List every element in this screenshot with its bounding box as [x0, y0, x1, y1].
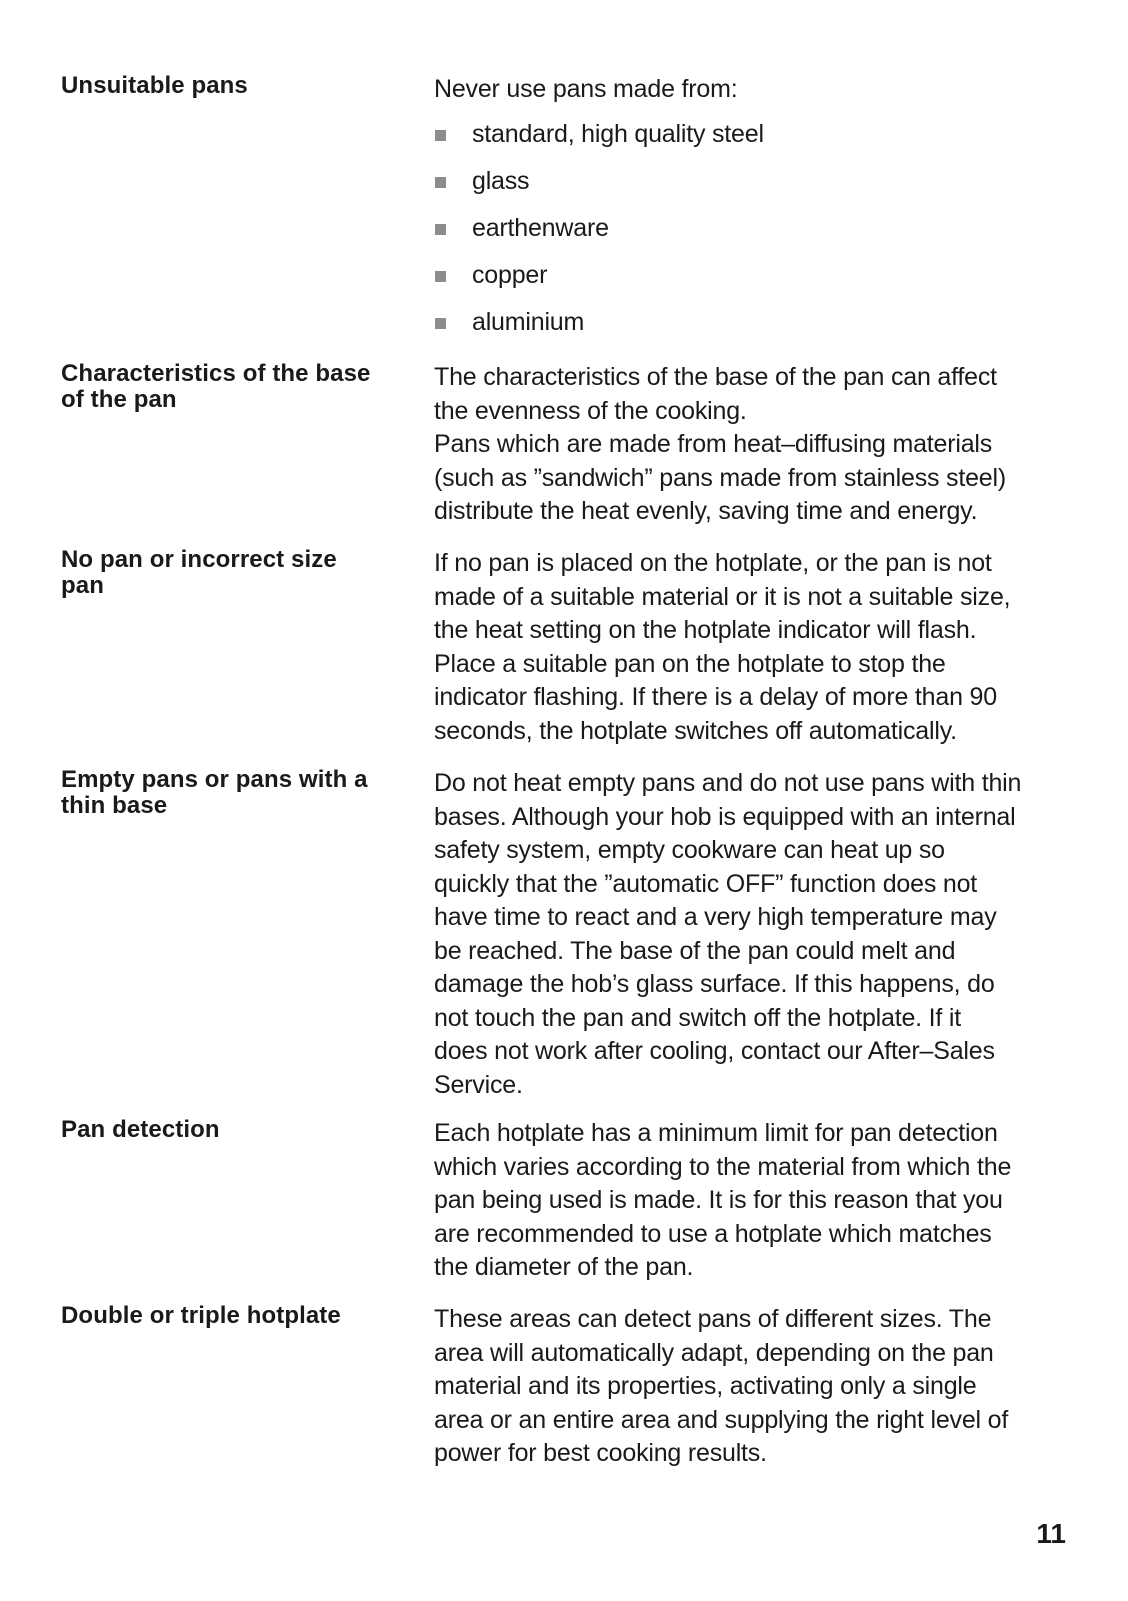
intro-text: Never use pans made from:: [434, 75, 738, 103]
list-item-text: glass: [472, 167, 530, 196]
body-line: Do not heat empty pans and do not use pans with thin: [434, 769, 1022, 797]
square-bullet-icon: [435, 224, 446, 235]
body-line: area will automatically adapt, depending on the pan: [434, 1338, 994, 1367]
heading-line: Empty pans or pans with a: [61, 766, 368, 793]
heading-line: pan: [61, 572, 104, 599]
body-line: seconds, the hotplate switches off automatically.: [434, 716, 957, 745]
square-bullet-icon: [435, 271, 446, 282]
heading-line: Unsuitable pans: [61, 72, 248, 99]
section-body: [434, 767, 1071, 1102]
square-bullet-icon: [435, 318, 446, 329]
section-heading: [61, 767, 434, 1102]
heading-line: thin base: [61, 792, 168, 819]
heading-line: Double or triple hotplate: [61, 1302, 341, 1329]
section-heading: [61, 1117, 434, 1285]
list-item: [434, 306, 1071, 340]
body-line: are recommended to use a hotplate which matches: [434, 1219, 992, 1248]
body-line: These areas can detect pans of different sizes. The: [434, 1305, 992, 1333]
section-unsuitable-pans: [61, 73, 1071, 353]
list-item-text: earthenware: [472, 214, 609, 243]
section-body: [434, 361, 1071, 529]
body-line: If no pan is placed on the hotplate, or the pan is not: [434, 549, 992, 577]
body-line: indicator flashing. If there is a delay of more than 90: [434, 683, 997, 711]
body-line: pan being used is made. It is for this reason that you: [434, 1186, 1003, 1214]
section-heading: [61, 73, 434, 353]
body-line: Each hotplate has a minimum limit for pan detection: [434, 1119, 998, 1147]
section-body: [434, 1117, 1071, 1285]
page-number: 11: [1036, 1518, 1066, 1549]
body-line: power for best cooking results.: [434, 1439, 767, 1467]
bullet-list: [434, 118, 1071, 340]
heading-line: No pan or incorrect size: [61, 546, 337, 573]
body-line: not touch the pan and switch off the hotplate. If it: [434, 1003, 962, 1032]
section-body: [434, 547, 1071, 748]
body-line: damage the hob’s glass surface. If this happens, do: [434, 970, 995, 998]
list-item: [434, 212, 1071, 246]
list-item-text: copper: [472, 261, 548, 290]
body-line: be reached. The base of the pan could melt and: [434, 936, 956, 965]
body-line: the heat setting on the hotplate indicator will flash.: [434, 616, 977, 644]
section-base-characteristics: [61, 361, 1071, 529]
section-double-triple-hotplate: [61, 1303, 1071, 1471]
section-body: [434, 1303, 1071, 1471]
body-line: safety system, empty cookware can heat up so: [434, 836, 945, 864]
body-line: bases. Although your hob is equipped with an internal: [434, 802, 1016, 831]
body-line: area or an entire area and supplying the right level of: [434, 1405, 1009, 1434]
body-line: (such as ”sandwich” pans made from stainless steel): [434, 463, 1006, 492]
body-line: Pans which are made from heat–diffusing materials: [434, 430, 993, 458]
body-line: quickly that the ”automatic OFF” function does not: [434, 869, 978, 898]
section-no-pan: [61, 547, 1071, 748]
list-item: [434, 165, 1071, 199]
square-bullet-icon: [435, 177, 446, 188]
body-line: material and its properties, activating only a single: [434, 1372, 977, 1400]
heading-line: Characteristics of the base: [61, 360, 371, 387]
body-line: Place a suitable pan on the hotplate to stop the: [434, 649, 946, 678]
body-line: the evenness of the cooking.: [434, 396, 747, 425]
body-line: does not work after cooling, contact our After–Sales: [434, 1037, 995, 1065]
body-line: the diameter of the pan.: [434, 1253, 694, 1281]
section-heading: [61, 547, 434, 748]
list-item: [434, 259, 1071, 293]
body-line: made of a suitable material or it is not a suitable size,: [434, 582, 1011, 611]
body-line: The characteristics of the base of the pan can affect: [434, 363, 997, 391]
body-line: have time to react and a very high temperature may: [434, 903, 997, 931]
body-line: which varies according to the material from which the: [434, 1152, 1012, 1181]
list-item: [434, 118, 1071, 152]
section-pan-detection: [61, 1117, 1071, 1285]
section-heading: [61, 361, 434, 529]
square-bullet-icon: [435, 130, 446, 141]
body-line: Service.: [434, 1070, 523, 1099]
section-empty-pans: [61, 767, 1071, 1102]
heading-line: Pan detection: [61, 1116, 220, 1143]
heading-line: of the pan: [61, 386, 177, 413]
list-item-text: standard, high quality steel: [472, 120, 764, 149]
body-line: distribute the heat evenly, saving time and energy.: [434, 497, 978, 525]
section-heading: [61, 1303, 434, 1471]
list-item-text: aluminium: [472, 308, 585, 337]
section-body: [434, 73, 1071, 353]
